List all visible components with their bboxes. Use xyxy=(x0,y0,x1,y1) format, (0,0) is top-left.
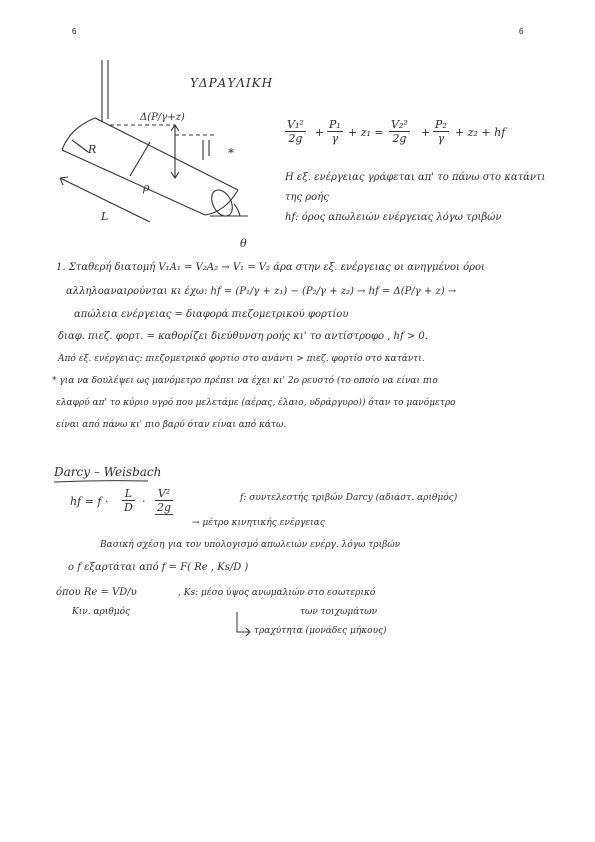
section1-line1: 1. Σταθερή διατομή V₁A₁ = V₂A₂ → V₁ = V₂ άρα στην εξ. ενέργειας οι ανηγμένοι όροι xyxy=(56,262,485,273)
kinetic-energy-note: → μέτρο κινητικής ενέργειας xyxy=(192,518,325,528)
v2-fraction: $\frac{\text{V₂²}}{2g}$ xyxy=(391,118,408,145)
length-label: L xyxy=(101,210,109,223)
darcy-heading: Darcy – Weisbach xyxy=(54,465,162,479)
reynolds-definition: όπου Re = VD/υ xyxy=(56,587,137,598)
walls-label: των τοιχωμάτων xyxy=(300,607,378,617)
section1-line6: * για να δουλέψει ως μανόμετρο πρέπει να έχει κι' 2ο ρευστό (το οποίο να είναι πιο xyxy=(52,376,438,386)
section1-line5: Από εξ. ενέργειας: πιεζομετρικό φορτίο στο ανάντι > πιεζ. φορτίο στο κατάντι. xyxy=(58,354,425,364)
page-number-right: 6 xyxy=(519,27,524,36)
page-number-left: 6 xyxy=(72,27,77,36)
z1-term: + z₁ = xyxy=(348,126,384,139)
f-depends-line: ο f εξαρτάται από f = F( Re , Ks/D ) xyxy=(68,562,249,573)
pressure-label: ρ xyxy=(143,181,150,194)
kinematic-label: Κιν. αριθμός xyxy=(72,607,131,617)
basic-relation-note: Βασική σχέση για τον υπολογισμό απωλειών ενέργ. λόγω τριβών xyxy=(100,540,401,550)
hf-formula-start: hf = f · xyxy=(70,495,109,508)
energy-note-1: Η εξ. ενέργειας γράφεται απ' το πάνω στο κατάντι xyxy=(285,172,546,183)
dot-operator: · xyxy=(142,495,146,508)
section1-line4: διαφ. πιεζ. φορτ. = καθορίζει διεύθυνση ροής κι' το αντίστροφο , hf > 0. xyxy=(58,331,428,342)
star-mark: * xyxy=(228,146,234,160)
radius-label: R xyxy=(88,143,97,156)
section1-line3: απώλεια ενέργειας = διαφορά πιεζομετρικού φορτίου xyxy=(74,309,349,320)
kinetic-fraction: $\frac{\text{V²}}{2g}$ xyxy=(157,487,172,514)
section1-line8: είναι από πάνω κι' πιο βαρύ όταν είναι από κάτω. xyxy=(56,420,287,430)
delta-head-label: Δ(P/γ+z) xyxy=(140,112,185,123)
l-over-d-fraction: $\frac{L}{D}$ xyxy=(124,487,133,514)
ks-definition: , Ks: μέσο ύψος ανωμαλιών στο εσωτερικό xyxy=(178,588,376,598)
section1-line2: αλληλοαναιρούνται κι έχω: hf = (P₁/γ + z₁) − (P₂/γ + z₂) → hf = Δ(P/γ + z) → xyxy=(66,286,457,297)
z2-hf-term: + z₂ + hf xyxy=(455,126,506,139)
page-title: ΥΔΡΑΥΛΙΚΗ xyxy=(190,76,274,90)
f-description: f: συντελεστής τριβών Darcy (αδιάστ. αριθμός) xyxy=(240,493,458,503)
plus-2: + xyxy=(421,126,431,139)
energy-note-3: hf: όρος απωλειών ενέργειας λόγω τριβών xyxy=(285,212,502,223)
plus-1: + xyxy=(315,126,325,139)
p1-fraction: $\frac{\text{P₁}}{\gamma}$ xyxy=(329,118,341,145)
energy-note-2: της ροής xyxy=(285,192,329,203)
p2-fraction: $\frac{\text{P₂}}{\gamma}$ xyxy=(435,118,447,145)
section1-line7: ελαφρύ απ' το κύριο υγρό που μελετάμε (αέρας, έλαιο, υδράργυρο)) όταν το μανόμετρο xyxy=(56,398,456,408)
v1-fraction: $\frac{\text{V₁²}}{2g}$ xyxy=(287,118,304,145)
roughness-label: τραχύτητα (μονάδες μήκους) xyxy=(254,626,387,636)
angle-label: θ xyxy=(240,237,247,250)
